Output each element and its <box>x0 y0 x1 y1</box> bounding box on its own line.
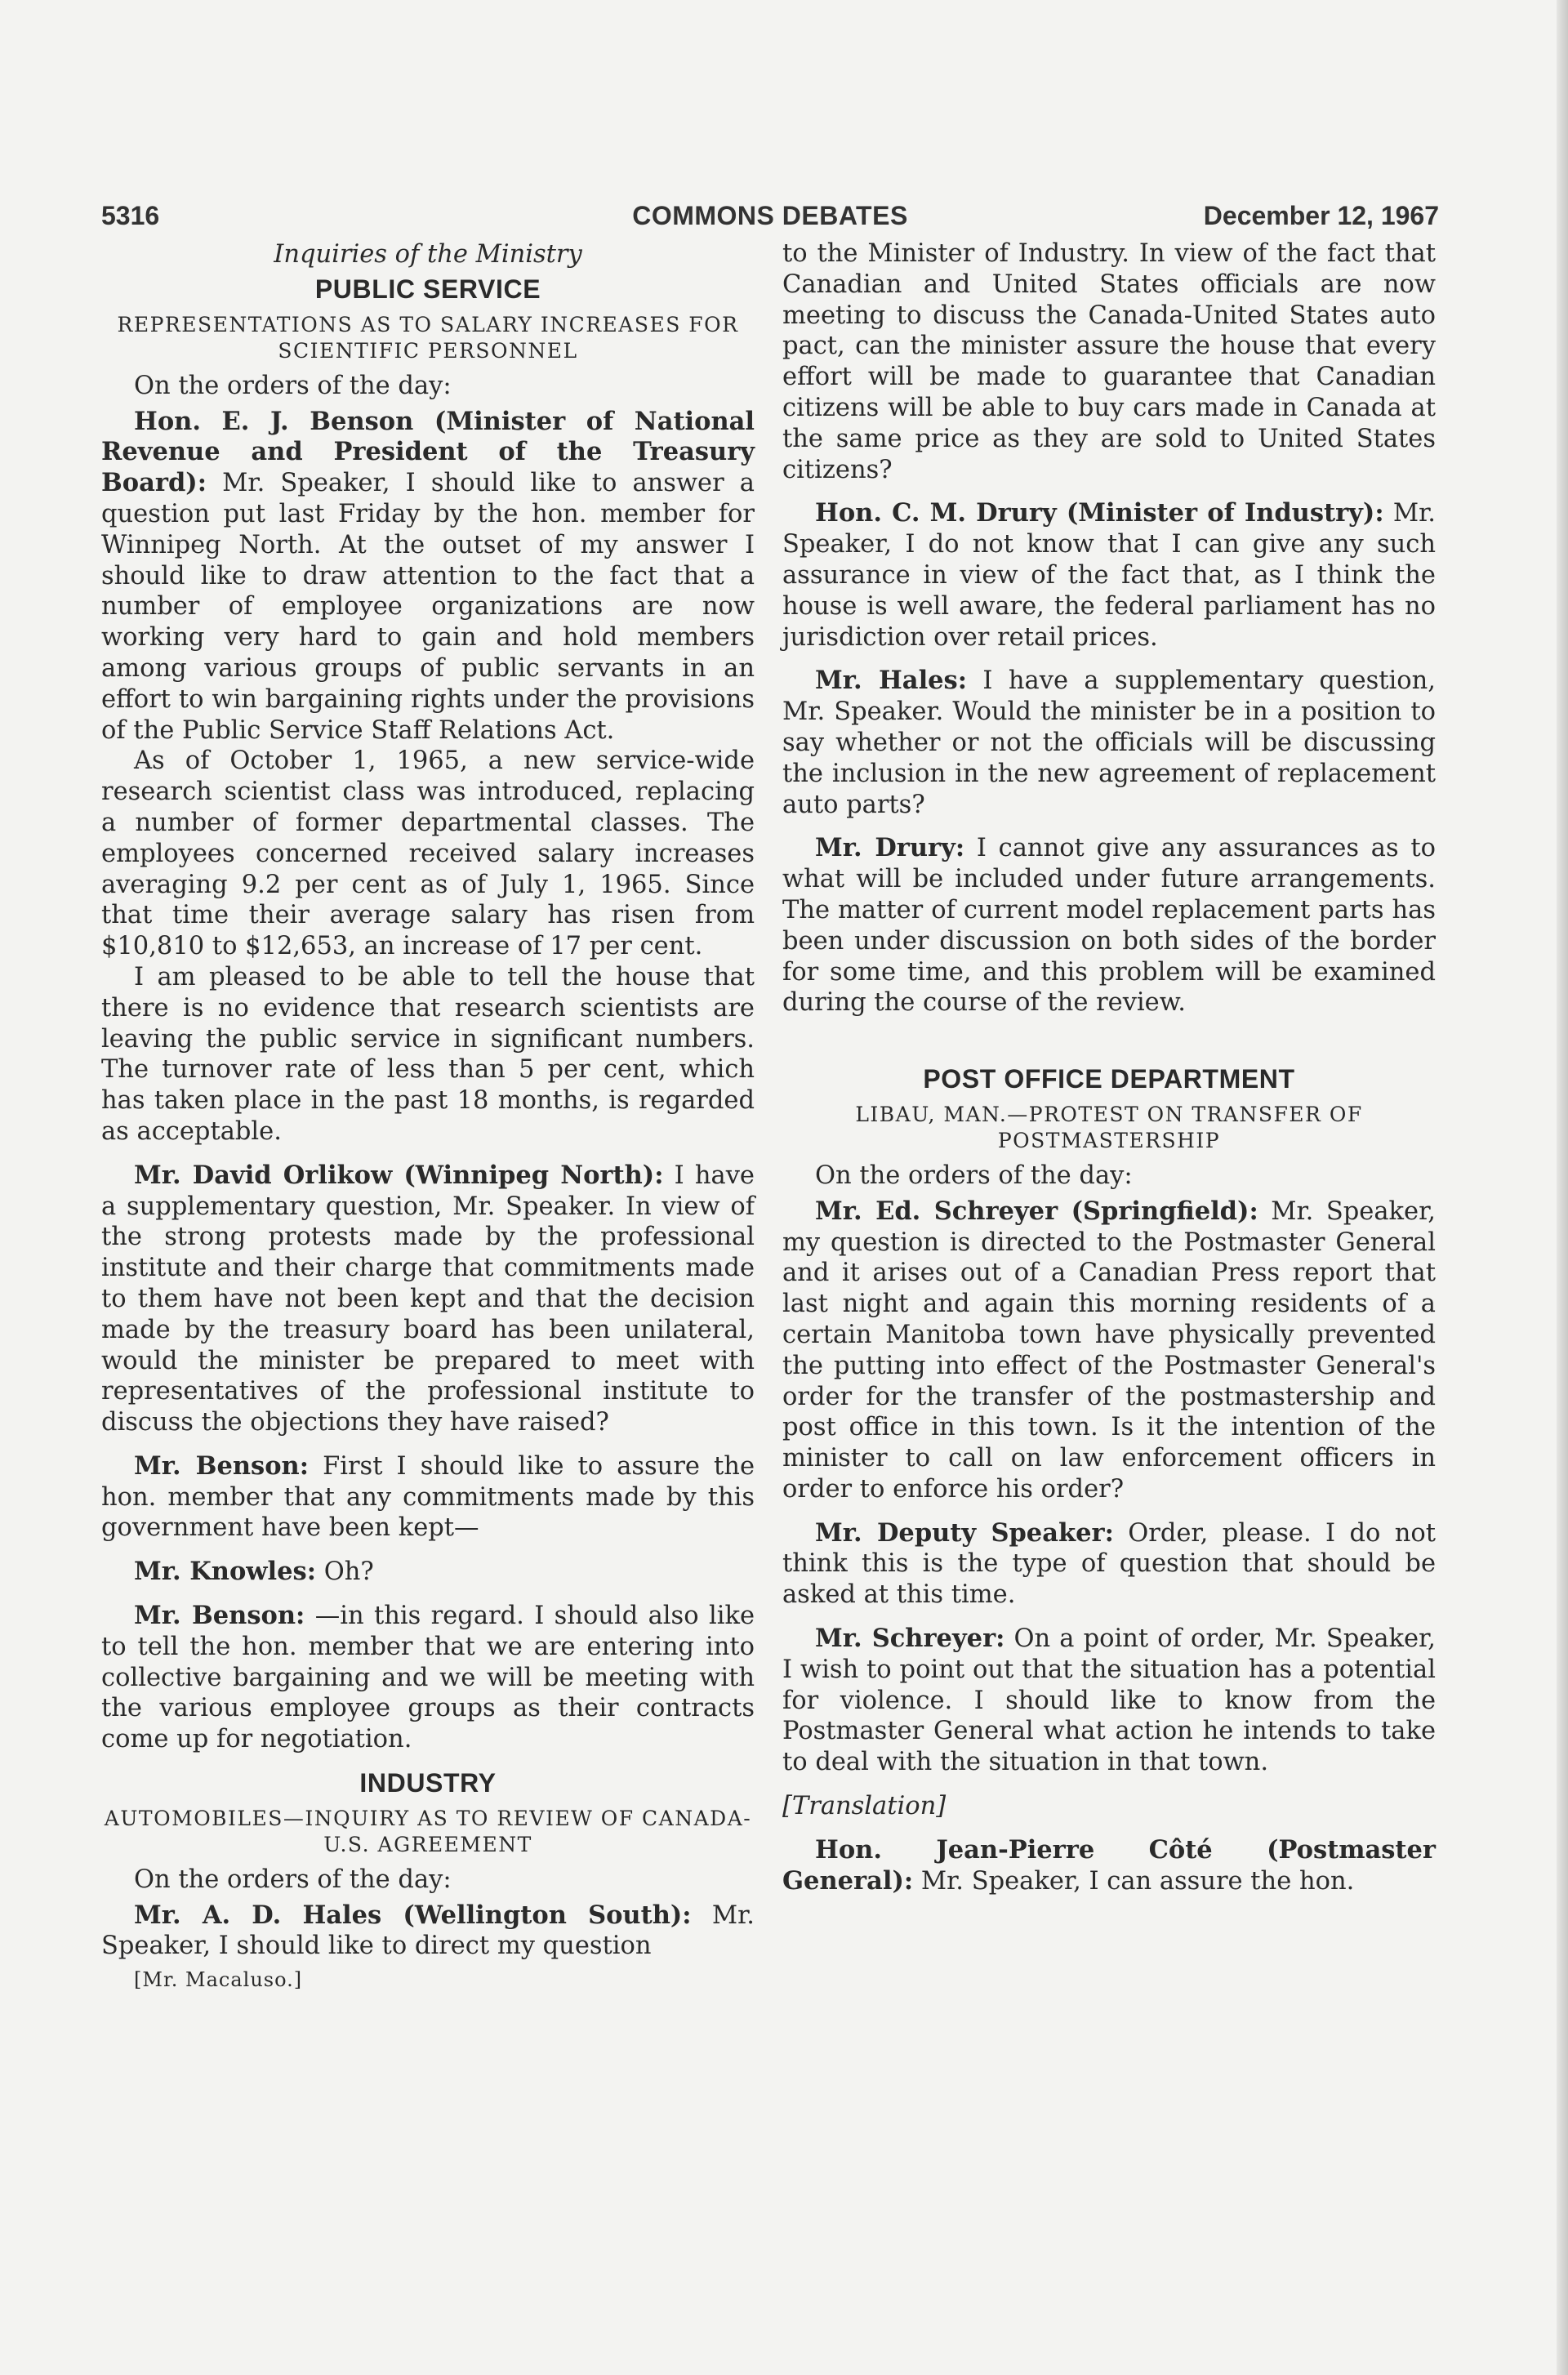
speech-text: Mr. Speaker, I should like to answer a question put last Friday by the hon. member for Winnipeg North. At the outset of my answer I should like to draw attention to the fact that a number of employee organizations are now working very hard to gain and hold members among various groups of public servants in an effort to win bargaining rights under the provisions of the Public Service Staff Relations Act. <box>101 469 755 745</box>
speech-text: —in this regard. I should also like to tell the hon. member that we are entering into collective bargaining and we will be meeting with the various employee groups as their contracts come up for negotiation. <box>101 1602 755 1754</box>
statement-hales <box>782 666 1436 820</box>
section-subtitle-libau: LIBAU, MAN.—PROTEST ON TRANSFER OF POSTMASTERSHIP <box>855 1102 1363 1152</box>
translation-label: [Translation] <box>782 1792 947 1821</box>
speaker-name: Mr. Deputy Speaker: <box>815 1517 1114 1548</box>
speech-text: Order, please. I do not think this is the type of question that should be asked at this time. <box>782 1518 1437 1610</box>
inquiries-heading: Inquiries of the Ministry <box>274 240 582 269</box>
page-edge <box>1557 0 1568 2375</box>
speech-text: Mr. Speaker, I can assure the hon. <box>920 1866 1355 1896</box>
statement-knowles <box>101 1557 755 1588</box>
publication-title: COMMONS DEBATES <box>632 201 908 230</box>
speech-text: I cannot give any assurances as to what will be included under future arrangements. The matter of current model replacement parts has been under discussion on both sides of the border for some time, and this problem will be examined during the course of the review. <box>782 834 1436 1018</box>
speech-text: On a point of order, Mr. Speaker, I wish to point out that the situation has a potential for violence. I should like to know from the Postmaster General what action he intends to take to deal with the situation in that town. <box>782 1624 1436 1777</box>
speaker-name: Mr. Schreyer: <box>815 1624 1005 1654</box>
speech-text: Mr. Speaker, I should like to direct my question <box>101 1900 755 1961</box>
speaker-name: Hon. C. M. Drury (Minister of Industry): <box>815 498 1384 528</box>
statement-schreyer <box>782 1196 1436 1505</box>
issue-date: December 12, 1967 <box>1203 201 1439 230</box>
footnote: [Mr. Macaluso.] <box>134 1968 303 1992</box>
speech-text: I have a supplementary question, Mr. Speaker. In view of the strong protests made by the professional institute and their charge that commitments made to them have not been kept and that the decision made by the treasury board has been unilateral, would the minister be prepared to meet with representatives of the professional institute to discuss the objections they have raised? <box>101 1161 755 1437</box>
speaker-name: Mr. Hales: <box>815 666 967 696</box>
statement-benson <box>101 1601 755 1755</box>
statement-benson <box>101 1451 755 1544</box>
speaker-name: Hon. Jean-Pierre Côté (Postmaster General): <box>782 1834 1436 1896</box>
paragraph: As of October 1, 1965, a new service-wide research scientist class was introduced, replacing a number of former departmental classes. The employees concerned received salary increases averaging 9.2 per cent as of July 1, 1965. Since that time their average salary has risen from $10,810 to $12,653, an increase of 17 per cent. <box>101 746 755 961</box>
speech-text: Mr. Speaker, I do not know that I can give any such assurance in view of the fact that, as I think the house is well aware, the federal parliament has no jurisdiction over retail prices. <box>782 499 1436 652</box>
statement-hales <box>101 1900 755 1963</box>
statement-schreyer <box>782 1624 1436 1778</box>
orders-of-day: On the orders of the day: <box>134 371 452 400</box>
speaker-name: Mr. Knowles: <box>134 1557 316 1587</box>
right-column <box>782 238 1436 1896</box>
orders-of-day: On the orders of the day: <box>134 1865 452 1894</box>
speech-text: Oh? <box>323 1557 374 1587</box>
section-subtitle-salary: REPRESENTATIONS AS TO SALARY INCREASES FOR SCIENTIFIC PERSONNEL <box>117 312 739 363</box>
speaker-name: Mr. A. D. Hales (Wellington South): <box>134 1900 692 1930</box>
orders-of-day: On the orders of the day: <box>815 1161 1133 1190</box>
statement-orlikow <box>101 1161 755 1438</box>
speech-text: I have a supplementary question, Mr. Speaker. Would the minister be in a position to say whether or not the officials will be discussing the inclusion in the new agreement of replacement auto parts? <box>782 666 1437 819</box>
page-number: 5316 <box>101 201 160 230</box>
speaker-name: Mr. David Orlikow (Winnipeg North): <box>134 1160 664 1190</box>
spacer <box>782 1032 1436 1061</box>
statement-drury <box>782 498 1436 653</box>
page-header <box>101 201 1439 238</box>
paragraph-continued: to the Minister of Industry. In view of the fact that Canadian and United States officials are now meeting to discuss the Canada-United States auto pact, can the minister assure the house that every effort will be made to guarantee that Canadian citizens will be able to buy cars made in Canada at the same price as they are sold to United States citizens? <box>782 239 1436 484</box>
section-title-post-office: POST OFFICE DEPARTMENT <box>923 1064 1295 1094</box>
left-column <box>101 238 755 1996</box>
statement-benson <box>101 407 755 746</box>
speaker-name: Mr. Benson: <box>134 1450 309 1481</box>
speaker-name: Mr. Drury: <box>815 833 965 863</box>
speech-text: Mr. Speaker, my question is directed to the Postmaster General and it arises out of a Canadian Press report that last night and again this morning residents of a certain Manitoba town have physically prevented the putting into effect of the Postmaster General's order for the transfer of the postmastership and post office in this town. Is it the intention of the minister to call on law enforcement officers in order to enforce his order? <box>782 1196 1436 1504</box>
speaker-name: Mr. Benson: <box>134 1601 305 1631</box>
paragraph: I am pleased to be able to tell the house that there is no evidence that research scientists are leaving the public service in significant numbers. The turnover rate of less than 5 per cent, which has taken place in the past 18 months, is regarded as acceptable. <box>101 962 755 1146</box>
speaker-name: Mr. Ed. Schreyer (Springfield): <box>815 1196 1258 1226</box>
speech-text: First I should like to assure the hon. member that any commitments made by this government have been kept— <box>101 1451 755 1543</box>
statement-deputy-speaker <box>782 1518 1436 1611</box>
statement-cote <box>782 1835 1436 1897</box>
section-subtitle-automobiles: AUTOMOBILES—INQUIRY AS TO REVIEW OF CANADA-U.S. AGREEMENT <box>104 1806 752 1856</box>
statement-drury <box>782 833 1436 1018</box>
translation-marker <box>782 1791 1436 1822</box>
section-title-industry: INDUSTRY <box>359 1768 497 1798</box>
section-title-public-service: PUBLIC SERVICE <box>314 274 541 304</box>
speaker-name: Hon. E. J. Benson (Minister of National Revenue and President of the Treasury Board): <box>101 406 755 498</box>
